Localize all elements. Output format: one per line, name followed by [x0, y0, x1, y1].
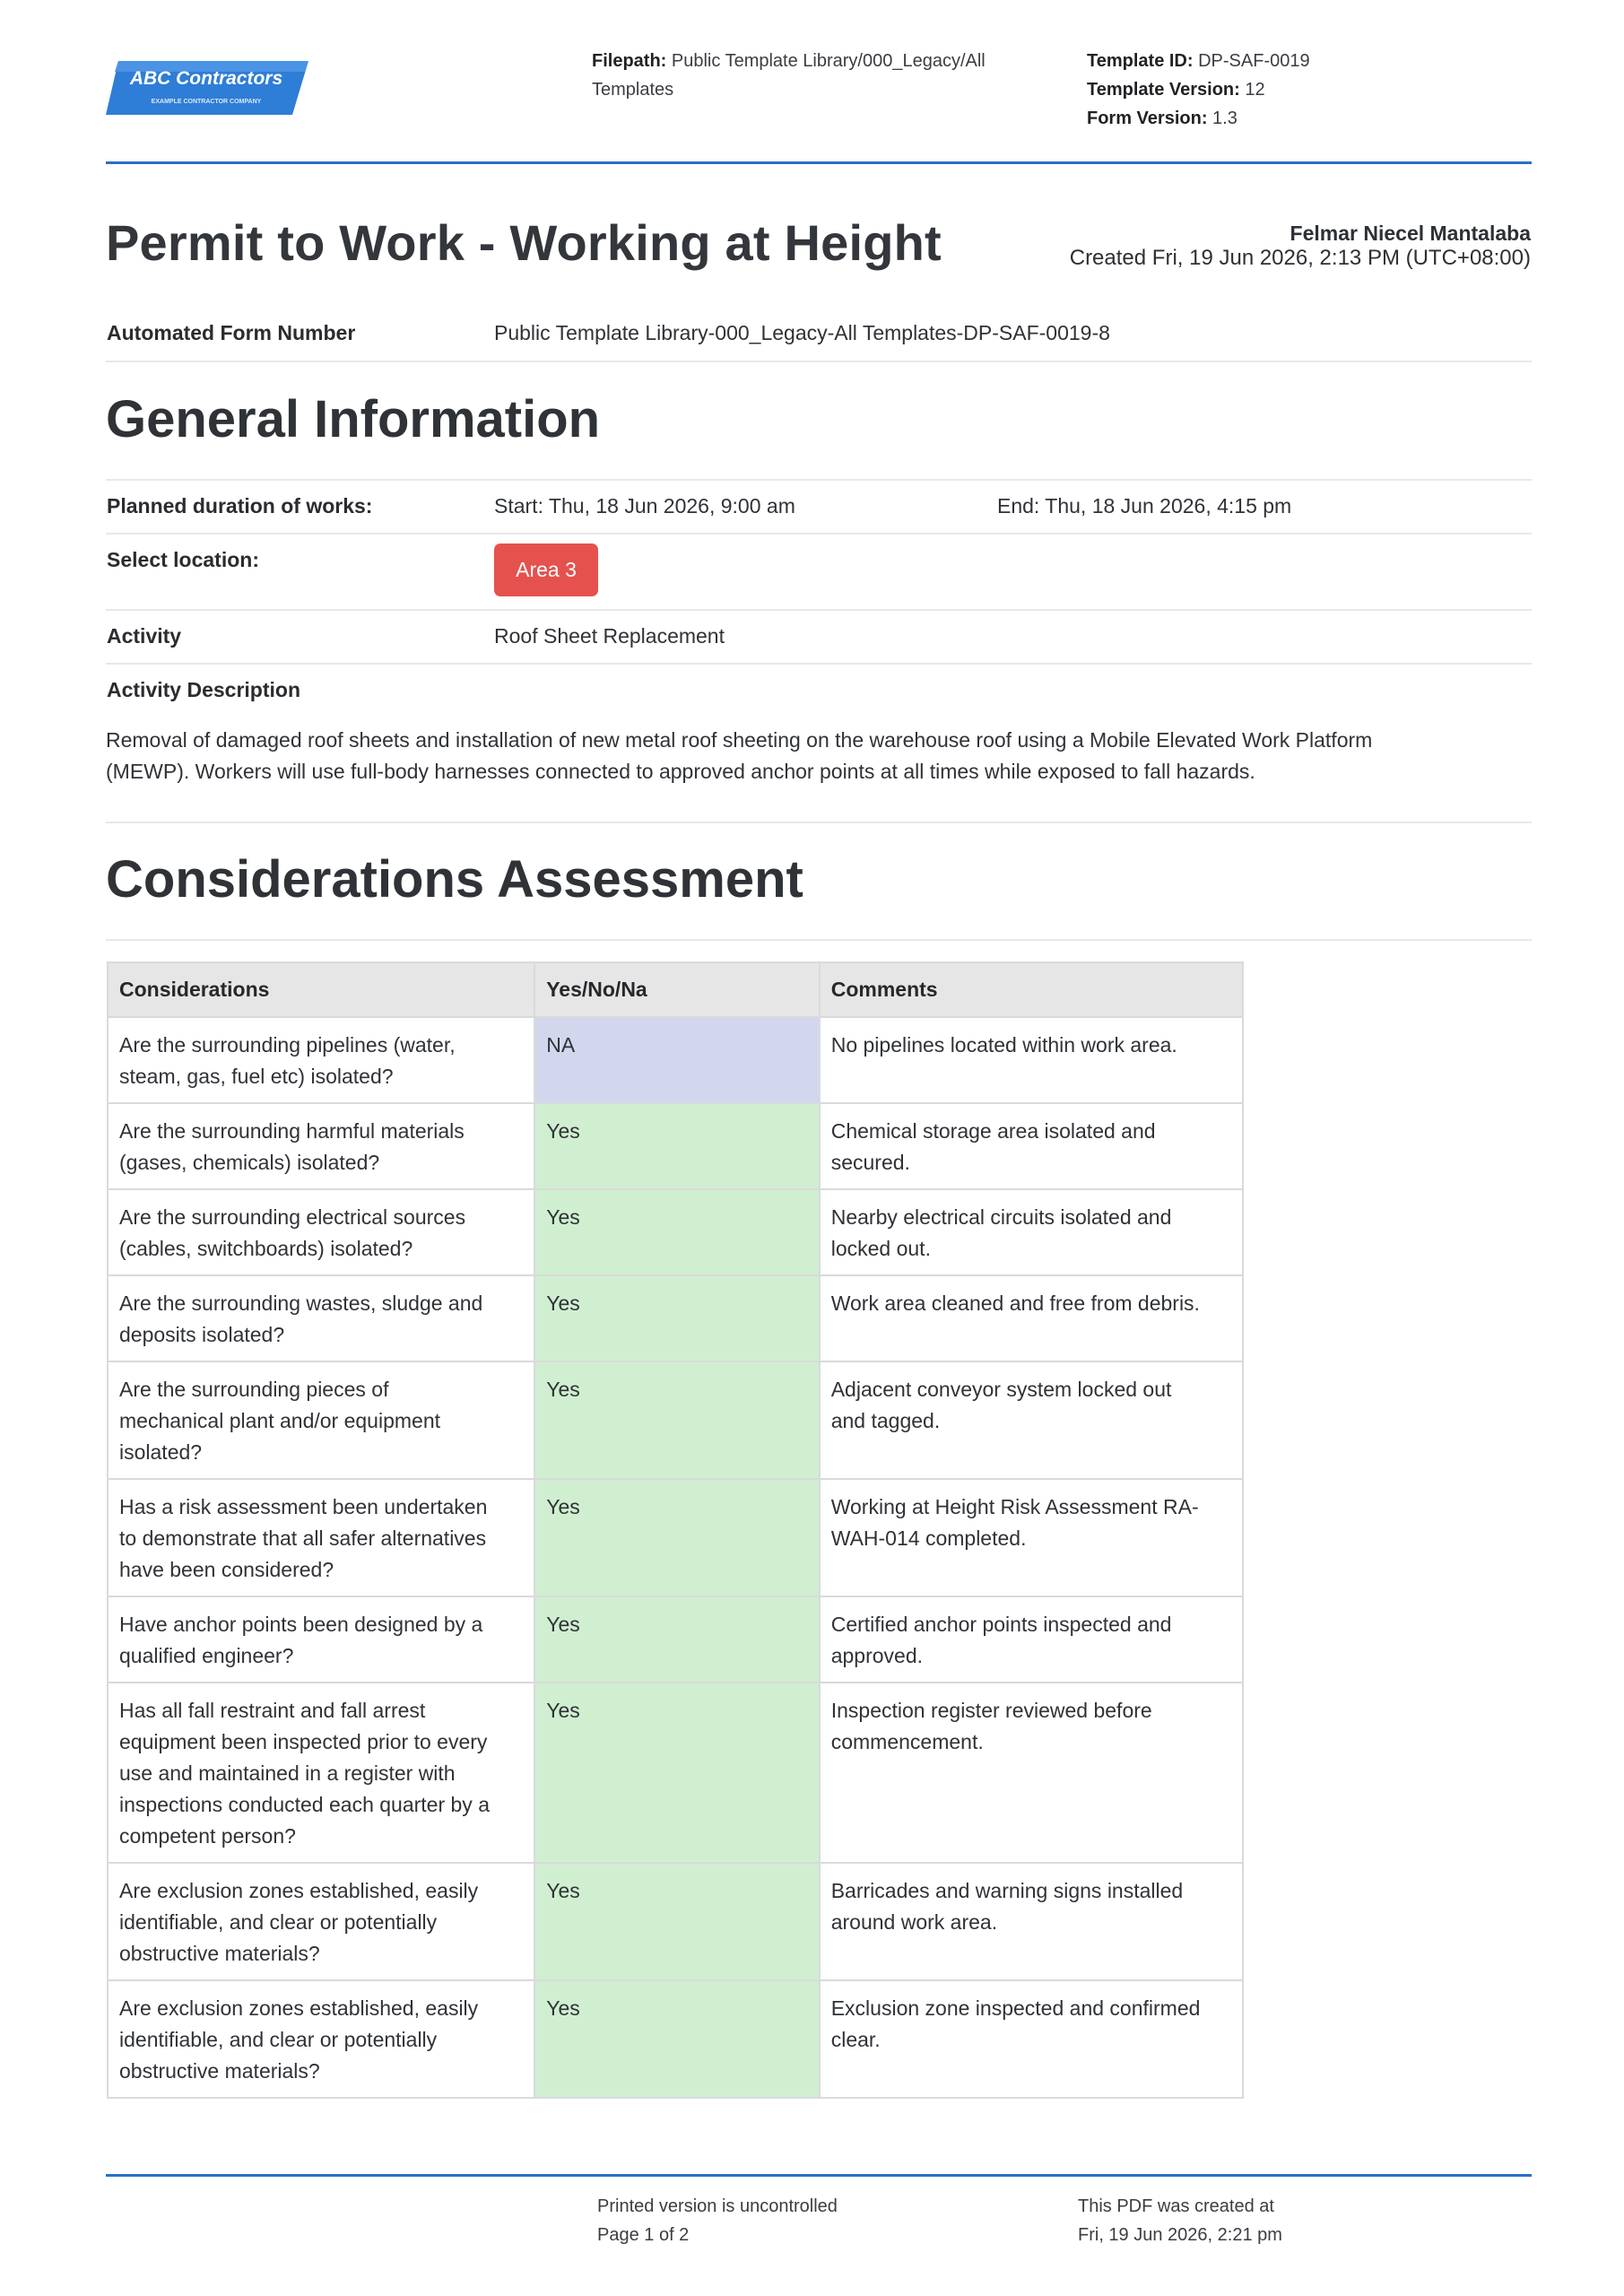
table-row: [108, 1683, 1243, 1863]
created-timestamp: Created Fri, 19 Jun 2026, 2:13 PM (UTC+08:00): [1069, 246, 1531, 270]
pdf-created-value: Fri, 19 Jun 2026, 2:21 pm: [1078, 2225, 1282, 2245]
divider: [106, 609, 1532, 611]
footer-print-info: [597, 2192, 838, 2249]
question-line: inspections conducted each quarter by a: [119, 1793, 490, 1816]
template-version-value: 12: [1245, 80, 1265, 100]
comment-line: Chemical storage area isolated and: [830, 1119, 1156, 1143]
table-header-row: [108, 962, 1243, 1017]
divider: [106, 533, 1532, 535]
consideration-question: [108, 1683, 534, 1863]
table-row: [108, 1596, 1243, 1683]
comment-cell: [820, 1479, 1243, 1596]
question-line: Are the surrounding wastes, sludge and: [119, 1292, 483, 1315]
comment-line: Adjacent conveyor system locked out: [830, 1378, 1172, 1401]
question-line: isolated?: [119, 1440, 203, 1464]
table-row: [108, 1017, 1243, 1103]
answer-cell: Yes: [534, 1479, 820, 1596]
filepath-line-2: Templates: [592, 80, 674, 100]
considerations-table: [107, 961, 1244, 2099]
activity-label: Activity: [107, 624, 182, 648]
pdf-created-label: This PDF was created at: [1078, 2196, 1274, 2216]
comment-line: and tagged.: [830, 1409, 941, 1432]
comment-cell: [820, 1361, 1243, 1479]
table-row: [108, 1361, 1243, 1479]
creator-name: Felmar Niecel Mantalaba: [1290, 222, 1531, 245]
comment-cell: [820, 1275, 1243, 1361]
comment-cell: [820, 1103, 1243, 1189]
consideration-question: [108, 1017, 534, 1103]
page-number: Page 1 of 2: [597, 2225, 690, 2245]
comment-line: Nearby electrical circuits isolated and: [830, 1205, 1172, 1229]
question-line: steam, gas, fuel etc) isolated?: [119, 1065, 394, 1088]
question-line: obstructive materials?: [119, 2059, 320, 2083]
question-line: Are the surrounding pieces of: [119, 1378, 389, 1401]
question-line: Are the surrounding pipelines (water,: [119, 1033, 456, 1057]
question-line: competent person?: [119, 1824, 296, 1848]
comment-cell: [820, 1683, 1243, 1863]
comment-line: Inspection register reviewed before: [830, 1699, 1152, 1722]
company-logo: [106, 57, 314, 124]
question-line: Are the surrounding electrical sources: [119, 1205, 466, 1229]
footer-divider: [106, 2174, 1532, 2177]
comment-line: clear.: [830, 2028, 881, 2051]
header-divider: [106, 161, 1532, 164]
question-line: (cables, switchboards) isolated?: [119, 1237, 413, 1260]
divider: [106, 663, 1532, 665]
comment-line: commencement.: [830, 1730, 984, 1753]
comment-cell: [820, 1017, 1243, 1103]
comment-cell: [820, 1980, 1243, 2098]
question-line: obstructive materials?: [119, 1942, 320, 1965]
table-row: [108, 1275, 1243, 1361]
table-row: [108, 1863, 1243, 1980]
answer-cell: Yes: [534, 1361, 820, 1479]
answer-cell: Yes: [534, 1189, 820, 1275]
answer-cell: Yes: [534, 1596, 820, 1683]
activity-description-line: Removal of damaged roof sheets and installation of new metal roof sheeting on the warehouse roof using a Mobile Elevated Work Platform: [106, 728, 1373, 752]
location-label: Select location:: [107, 548, 259, 571]
filepath-label: Filepath:: [592, 51, 667, 71]
comment-cell: [820, 1189, 1243, 1275]
column-header-answer: Yes/No/Na: [534, 962, 820, 1017]
question-line: use and maintained in a register with: [119, 1761, 456, 1785]
table-row: [108, 1980, 1243, 2098]
template-version-line: [1087, 75, 1463, 104]
logo-brand-text: ABC Contractors: [129, 68, 283, 89]
table-row: [108, 1103, 1243, 1189]
filepath-value: Public Template Library/000_Legacy/All: [671, 51, 986, 71]
comment-line: Exclusion zone inspected and confirmed: [830, 1996, 1201, 2020]
footer-pdf-info: [1078, 2192, 1282, 2249]
template-id-value: DP-SAF-0019: [1198, 51, 1310, 71]
comment-line: secured.: [830, 1151, 910, 1174]
template-meta-block: [1087, 47, 1463, 133]
consideration-question: [108, 1361, 534, 1479]
duration-label: Planned duration of works:: [107, 494, 373, 517]
answer-cell: Yes: [534, 1683, 820, 1863]
question-line: mechanical plant and/or equipment: [119, 1409, 441, 1432]
consideration-question: [108, 1103, 534, 1189]
activity-value: Roof Sheet Replacement: [494, 624, 725, 648]
template-id-line: [1087, 47, 1463, 75]
answer-cell: Yes: [534, 1103, 820, 1189]
form-version-line: [1087, 104, 1463, 133]
question-line: deposits isolated?: [119, 1323, 285, 1346]
question-line: to demonstrate that all safer alternatives: [119, 1526, 487, 1550]
form-version-label: Form Version:: [1087, 109, 1208, 128]
consideration-question: [108, 1980, 534, 2098]
divider: [106, 822, 1532, 823]
divider: [106, 939, 1532, 941]
comment-cell: [820, 1596, 1243, 1683]
uncontrolled-notice: Printed version is uncontrolled: [597, 2196, 838, 2216]
creator-block: [1070, 221, 1531, 271]
duration-start: Start: Thu, 18 Jun 2026, 9:00 am: [494, 494, 795, 517]
question-line: Are exclusion zones established, easily: [119, 1879, 479, 1902]
question-line: (gases, chemicals) isolated?: [119, 1151, 380, 1174]
template-id-label: Template ID:: [1087, 51, 1194, 71]
location-badge: Area 3: [494, 544, 598, 596]
comment-line: Certified anchor points inspected and: [830, 1613, 1172, 1636]
consideration-question: [108, 1189, 534, 1275]
column-header-comments: Comments: [820, 962, 1243, 1017]
table-row: [108, 1189, 1243, 1275]
question-line: Are exclusion zones established, easily: [119, 1996, 479, 2020]
question-line: Has all fall restraint and fall arrest: [119, 1699, 426, 1722]
question-line: Have anchor points been designed by a: [119, 1613, 483, 1636]
answer-cell: Yes: [534, 1275, 820, 1361]
question-line: equipment been inspected prior to every: [119, 1730, 488, 1753]
question-line: Are the surrounding harmful materials: [119, 1119, 465, 1143]
activity-description-line: (MEWP). Workers will use full-body harnesses connected to approved anchor points at all times while exposed to fall hazards.: [106, 760, 1255, 783]
comment-line: around work area.: [830, 1910, 998, 1934]
comment-line: locked out.: [830, 1237, 931, 1260]
comment-cell: [820, 1863, 1243, 1980]
section-title-considerations-assessment: Considerations Assessment: [106, 850, 803, 909]
filepath-line-1: [592, 47, 1058, 75]
question-line: identifiable, and clear or potentially: [119, 1910, 438, 1934]
question-line: have been considered?: [119, 1558, 334, 1581]
comment-line: WAH-014 completed.: [830, 1526, 1027, 1550]
table-row: [108, 1479, 1243, 1596]
duration-end: End: Thu, 18 Jun 2026, 4:15 pm: [997, 494, 1292, 517]
comment-line: Working at Height Risk Assessment RA-: [830, 1495, 1199, 1518]
consideration-question: [108, 1596, 534, 1683]
activity-description: [106, 725, 1541, 787]
template-version-label: Template Version:: [1087, 80, 1240, 100]
section-title-general-information: General Information: [106, 390, 601, 448]
question-line: qualified engineer?: [119, 1644, 294, 1667]
comment-line: No pipelines located within work area.: [830, 1033, 1177, 1057]
form-number-label: Automated Form Number: [107, 321, 356, 344]
consideration-question: [108, 1479, 534, 1596]
answer-cell: Yes: [534, 1980, 820, 2098]
comment-line: Barricades and warning signs installed: [830, 1879, 1184, 1902]
document-title: Permit to Work - Working at Height: [106, 214, 942, 271]
question-line: identifiable, and clear or potentially: [119, 2028, 438, 2051]
column-header-considerations: Considerations: [108, 962, 534, 1017]
form-number-value: Public Template Library-000_Legacy-All Templates-DP-SAF-0019-8: [494, 321, 1110, 344]
consideration-question: [108, 1275, 534, 1361]
consideration-question: [108, 1863, 534, 1980]
comment-line: Work area cleaned and free from debris.: [830, 1292, 1200, 1315]
question-line: Has a risk assessment been undertaken: [119, 1495, 488, 1518]
answer-cell: NA: [534, 1017, 820, 1103]
answer-cell: Yes: [534, 1863, 820, 1980]
activity-description-label: Activity Description: [107, 678, 300, 701]
divider: [106, 361, 1532, 362]
divider: [106, 479, 1532, 481]
comment-line: approved.: [830, 1644, 924, 1667]
filepath-block: [592, 47, 1058, 104]
logo-tagline-text: EXAMPLE CONTRACTOR COMPANY: [151, 99, 262, 105]
form-version-value: 1.3: [1212, 109, 1238, 128]
